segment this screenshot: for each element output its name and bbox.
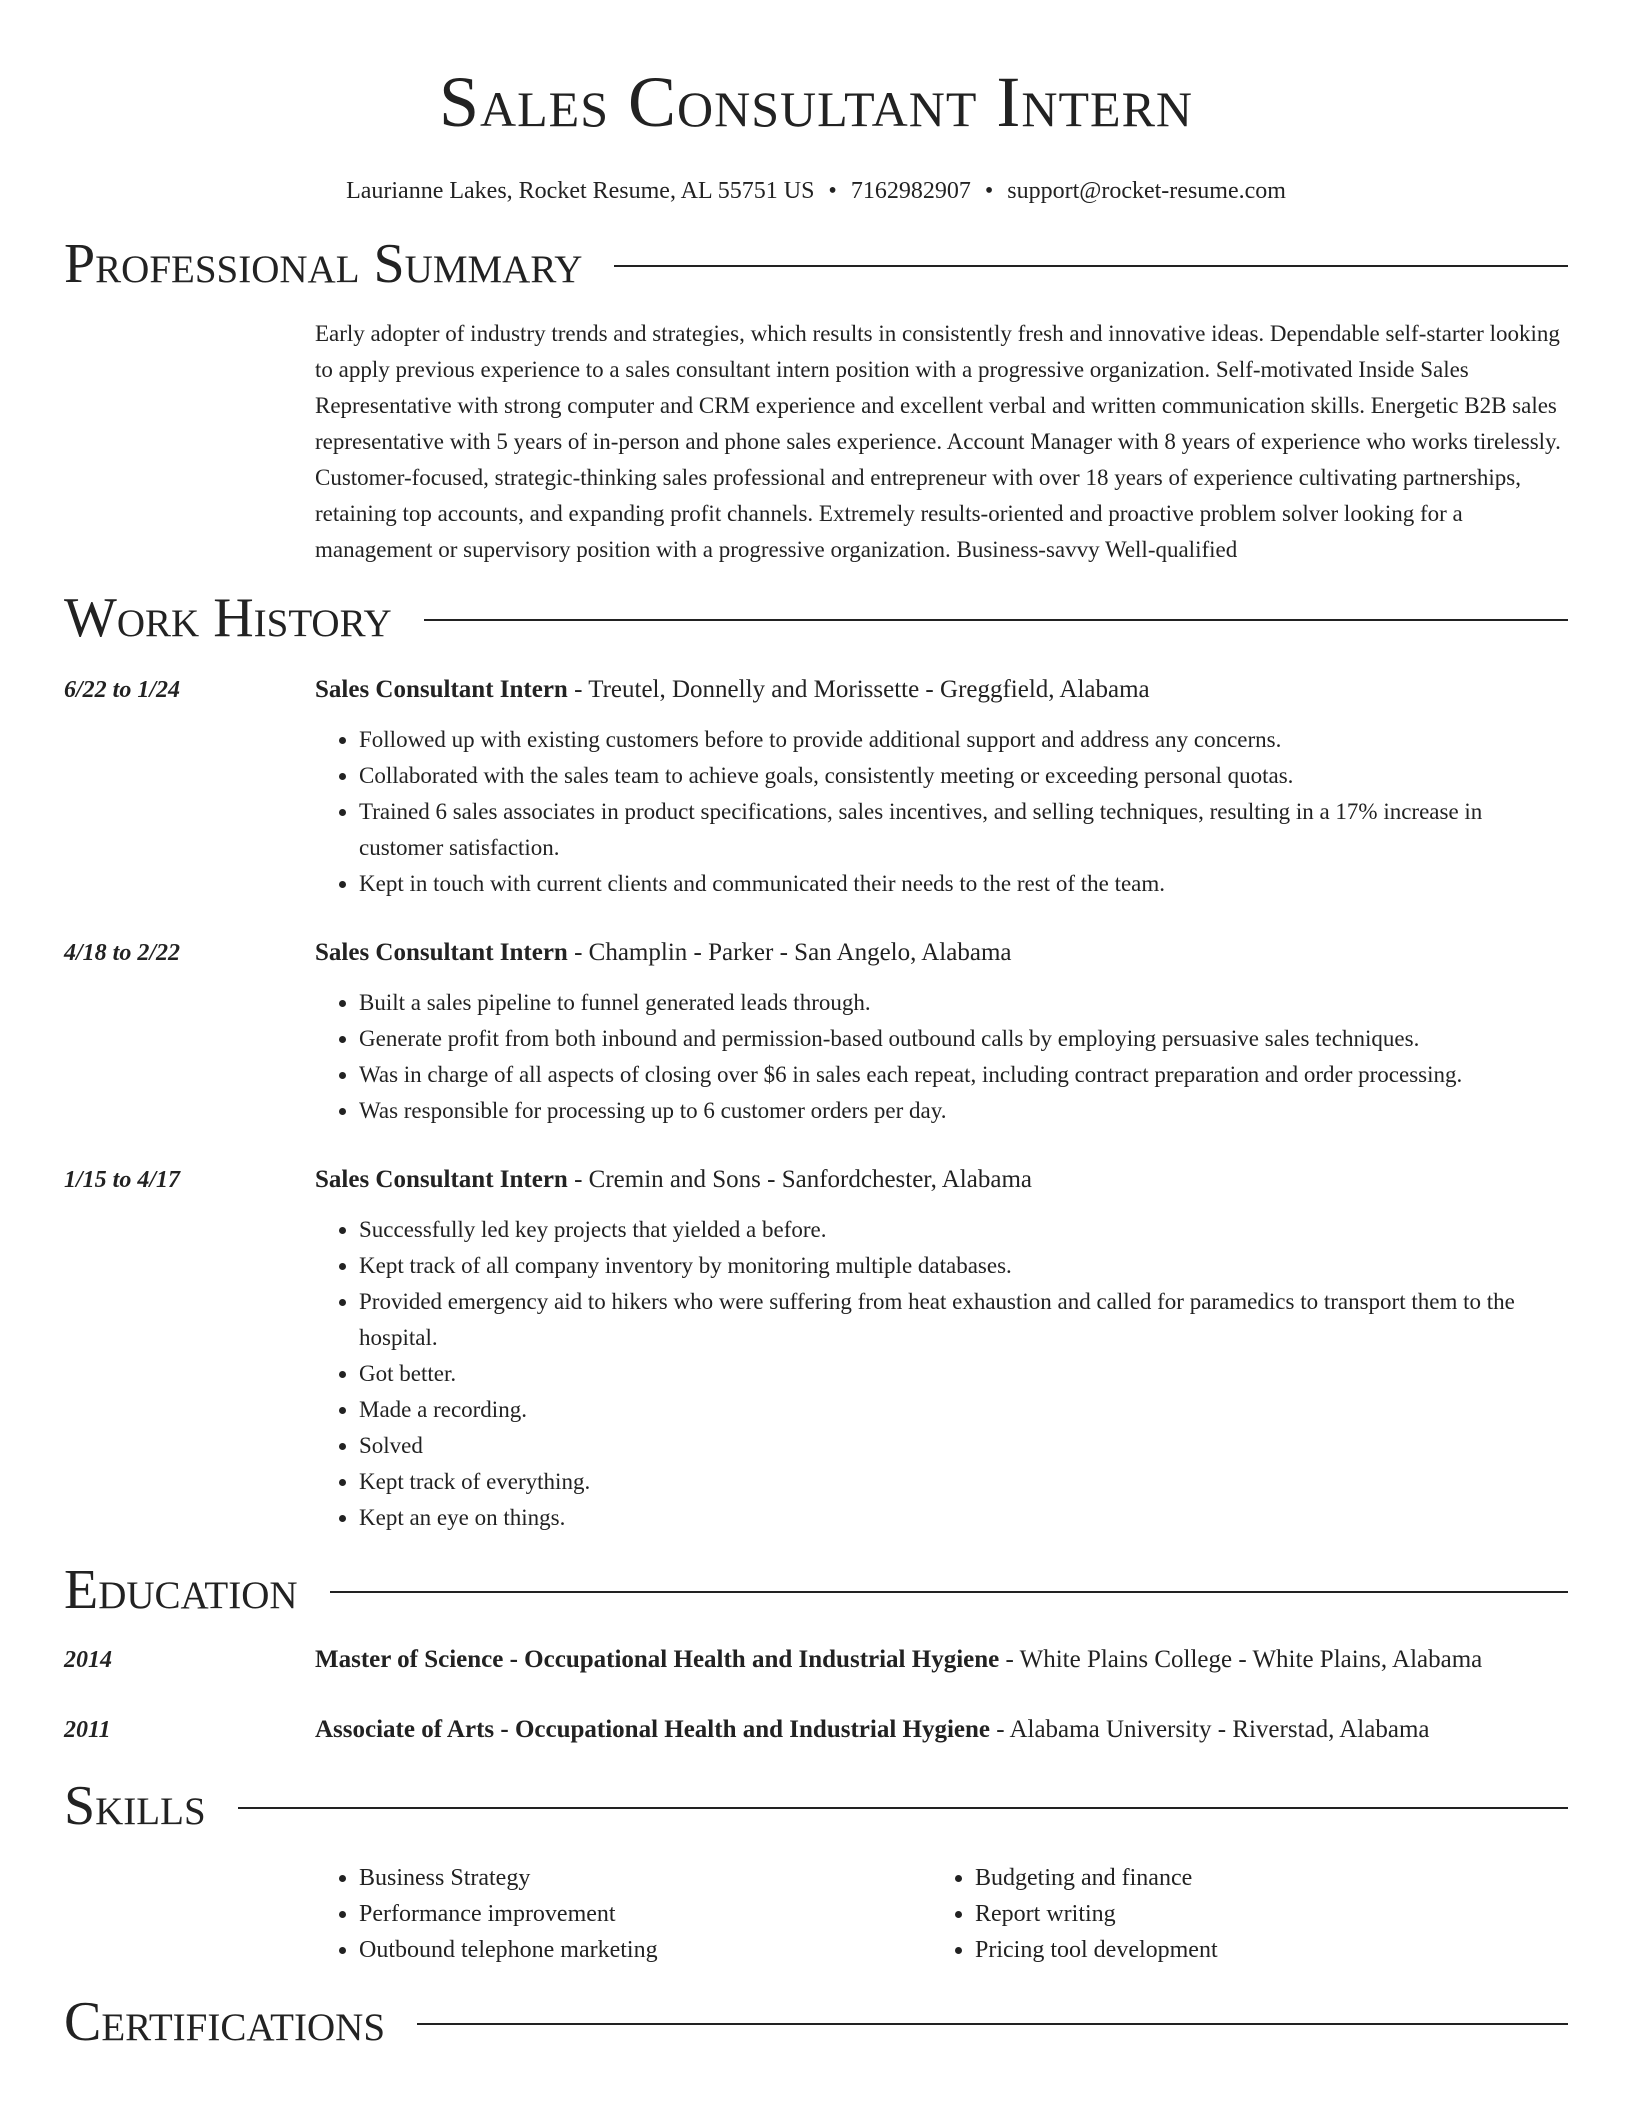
list-item: • Kept in touch with current clients and communicated their needs to the rest of the team. [359, 866, 1568, 902]
resume-page [64, 0, 1568, 2052]
skills-column-left [315, 1860, 931, 1968]
list-item: • Generate profit from both inbound and permission-based outbound calls by employing persuasive sales techniques. [359, 1021, 1568, 1057]
list-item: • Kept track of all company inventory by monitoring multiple databases. [359, 1248, 1568, 1284]
job-details: - Cremin and Sons - Sanfordchester, Alabama [567, 1166, 1032, 1193]
job-bullets [315, 722, 1568, 902]
education-details: - Alabama University - Riverstad, Alabama [990, 1716, 1430, 1743]
section-rule [238, 1807, 1568, 1809]
summary-spacer [64, 316, 315, 568]
skills-column-right [931, 1860, 1547, 1968]
skill-item: • Business Strategy [359, 1860, 931, 1896]
skill-item: • Budgeting and finance [975, 1860, 1547, 1896]
list-item: • Built a sales pipeline to funnel generated leads through. [359, 985, 1568, 1021]
job-title: Sales Consultant Intern [315, 1166, 568, 1193]
contact-separator: • [828, 178, 837, 204]
job-dates: 4/18 to 2/22 [64, 940, 181, 966]
section-heading-certifications [64, 1992, 1568, 2052]
section-rule [614, 265, 1568, 267]
skill-item: • Pricing tool development [975, 1932, 1547, 1968]
list-item: • Followed up with existing customers before to provide additional support and address any concerns. [359, 722, 1568, 758]
job-bullets [315, 985, 1568, 1129]
section-title: Skills [64, 1775, 206, 1837]
job-dates: 1/15 to 4/17 [64, 1167, 181, 1193]
job-entry [64, 672, 1568, 902]
education-degree: Associate of Arts - Occupational Health and Industrial Hygiene [315, 1716, 991, 1743]
contact-email: support@rocket-resume.com [1007, 178, 1286, 204]
job-heading [315, 935, 1568, 971]
education-heading [315, 1712, 1568, 1748]
skill-item: • Outbound telephone marketing [359, 1932, 931, 1968]
section-title: Work History [64, 587, 392, 649]
list-item: • Provided emergency aid to hikers who were suffering from heat exhaustion and called for paramedics to transport them to the hospital. [359, 1284, 1568, 1356]
job-title: Sales Consultant Intern [315, 939, 568, 966]
job-dates: 6/22 to 1/24 [64, 677, 181, 703]
education-year: 2014 [64, 1647, 112, 1673]
job-entry [64, 1162, 1568, 1536]
education-entry [64, 1712, 1568, 1748]
contact-phone: 7162982907 [850, 178, 971, 204]
section-heading-skills [64, 1776, 1568, 1836]
job-title: Sales Consultant Intern [315, 676, 568, 703]
resume-title: Sales Consultant Intern [438, 62, 1194, 142]
job-heading [315, 1162, 1568, 1198]
section-rule [330, 1591, 1568, 1593]
list-item: • Trained 6 sales associates in product specifications, sales incentives, and selling techniques, resulting in a 17% increase in customer satisfaction. [359, 794, 1568, 866]
list-item: • Got better. [359, 1356, 1568, 1392]
contact-line [64, 176, 1568, 206]
education-degree: Master of Science - Occupational Health and Industrial Hygiene [315, 1646, 1000, 1673]
job-details: - Champlin - Parker - San Angelo, Alabama [567, 939, 1012, 966]
job-heading [315, 672, 1568, 708]
list-item: • Kept an eye on things. [359, 1500, 1568, 1536]
section-rule [424, 619, 1568, 621]
list-item: • Was in charge of all aspects of closing over $6 in sales each repeat, including contract preparation and order processing. [359, 1057, 1568, 1093]
list-item: • Collaborated with the sales team to achieve goals, consistently meeting or exceeding personal quotas. [359, 758, 1568, 794]
list-item: • Was responsible for processing up to 6 customer orders per day. [359, 1093, 1568, 1129]
section-title: Education [64, 1559, 298, 1621]
job-bullets [315, 1212, 1568, 1536]
contact-separator: • [984, 178, 994, 204]
list-item: • Successfully led key projects that yielded a before. [359, 1212, 1568, 1248]
job-details: - Treutel, Donnelly and Morissette - Greggfield, Alabama [567, 676, 1150, 703]
section-heading-education [64, 1560, 1568, 1620]
list-item: • Kept track of everything. [359, 1464, 1568, 1500]
list-item: • Solved [359, 1428, 1568, 1464]
section-title: Professional Summary [64, 233, 583, 295]
list-item: • Made a recording. [359, 1392, 1568, 1428]
summary-row [64, 316, 1568, 568]
education-entry [64, 1642, 1568, 1678]
education-year: 2011 [64, 1717, 111, 1743]
education-details: - White Plains College - White Plains, Alabama [999, 1646, 1483, 1673]
section-heading-work-history [64, 588, 1568, 648]
section-title: Certifications [64, 1991, 386, 2053]
section-heading-summary [64, 234, 1568, 294]
skill-item: • Report writing [975, 1896, 1547, 1932]
skills-list [315, 1860, 1568, 1968]
summary-text: Early adopter of industry trends and strategies, which results in consistently fresh and innovative ideas. Dependable self-starter looking to apply previous experience to a sales consultant intern position with a progressive organization. Self-motivated Inside Sales Representative with strong computer and CRM experience and excellent verbal and written communication skills. Energetic B2B sales representative with 5 years of in-person and phone sales experience. Account Manager with 8 years of experience who works tirelessly. Customer-focused, strategic-thinking sales professional and entrepreneur with over 18 years of experience cultivating partnerships, retaining top accounts, and expanding profit channels. Extremely results-oriented and proactive problem solver looking for a management or supervisory position with a progressive organization. Business-savvy Well-qualified [315, 321, 1561, 562]
education-heading [315, 1642, 1568, 1678]
contact-address: Laurianne Lakes, Rocket Resume, AL 55751 US [346, 178, 815, 204]
job-entry [64, 935, 1568, 1129]
section-rule [417, 2023, 1568, 2025]
skill-item: • Performance improvement [359, 1896, 931, 1932]
